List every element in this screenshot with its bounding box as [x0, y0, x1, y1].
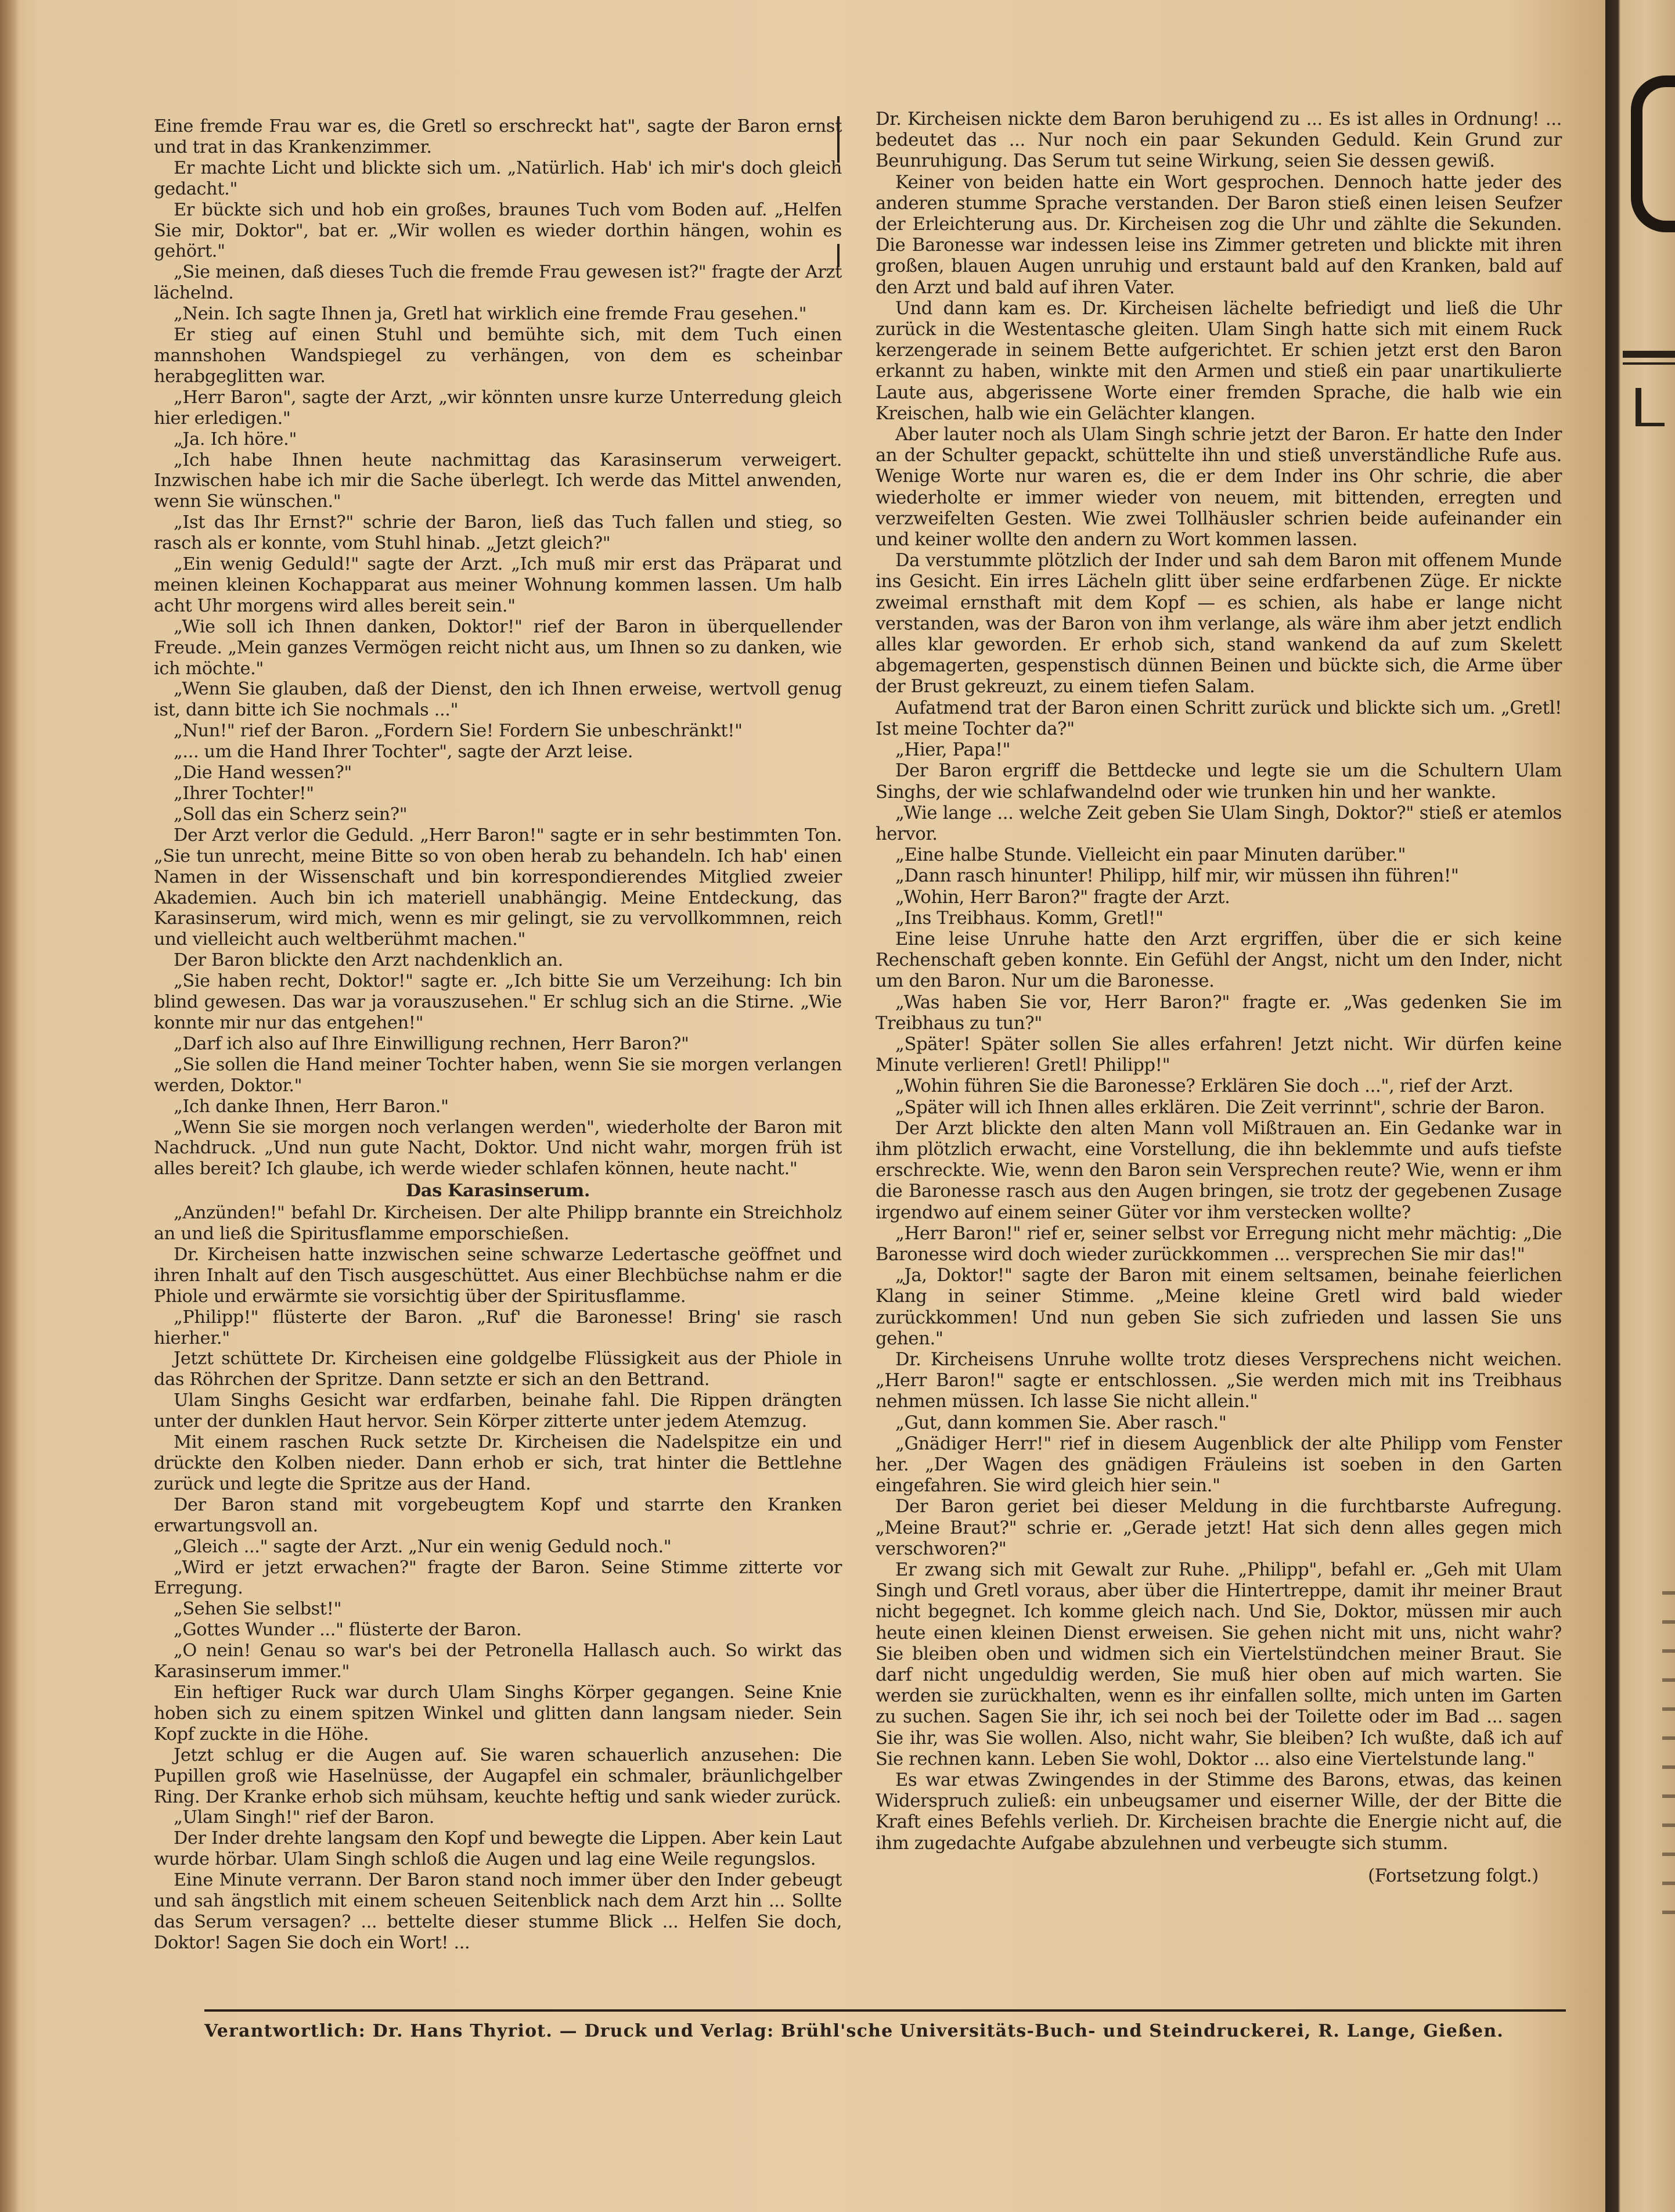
paragraph: „Herr Baron!" rief er, seiner selbst vor Erregung nicht mehr mächtig: „Die Baronesse wird doch wieder zurückkommen ... versprechen Sie mir das!" — [876, 1223, 1562, 1265]
text-fragment — [1662, 1765, 1675, 1769]
paragraph: Und dann kam es. Dr. Kircheisen lächelte befriedigt und ließ die Uhr zurück in die Westentasche gleiten. Ulam Singh hatte sich mit einem Ruck kerzengerade in seinem Bette aufgerichtet. Er schien jetzt erst den Baron erkannt zu haben, winkte mit den Armen und stieß ein paar unartikulierte Laute aus, abgerissene Worte einer fremden Sprache, die halb wie ein Kreischen, halb wie ein Gelächter klangen. — [876, 298, 1562, 424]
paragraph: Jetzt schlug er die Augen auf. Sie waren schauerlich anzusehen: Die Pupillen groß wie Haselnüsse, der Augapfel ein schmaler, bräunlichgelber Ring. Der Kranke erhob sich mühsam, keuchte heftig und sank wieder zurück. — [154, 1745, 842, 1807]
paragraph: Er zwang sich mit Gewalt zur Ruhe. „Philipp", befahl er. „Geh mit Ulam Singh und Gretl voraus, aber über die Hintertreppe, damit ihr meiner Braut nicht begegnet. Ich komme gleich nach. Und Sie, Doktor, müssen mir auch heute einen kleinen Dienst erweisen. Sie gehen nicht mit uns, nicht wahr? Sie bleiben oben und widmen sich ein Viertelstündchen meiner Braut. Sie darf nicht ungeduldig werden, Sie muß hier oben auf mich warten. Sie werden sie zurückhalten, wenn es ihr einfallen sollte, mich unten im Garten zu suchen. Sagen Sie ihr, ich sei noch bei der Toilette oder im Bad ... sagen Sie ihr, was Sie wollen. Also, nicht wahr, Sie bleiben? Ich wußte, daß ich auf Sie rechnen kann. Leben Sie wohl, Doktor ... also eine Viertelstunde lang." — [876, 1560, 1562, 1769]
paragraph: „Sehen Sie selbst!" — [174, 1599, 342, 1620]
paragraph: Dr. Kircheisens Unruhe wollte trotz dieses Versprechens nicht weichen. „Herr Baron!" sagte er entschlossen. „Sie werden mich mit ins Treibhaus nehmen müssen. Ich lasse Sie nicht allein." — [876, 1349, 1562, 1412]
continuation-note: (Fortsetzung folgt.) — [1368, 1865, 1539, 1886]
paragraph: „Wohin führen Sie die Baronesse? Erklären Sie doch ...", rief der Arzt. — [895, 1076, 1514, 1097]
text-fragment — [1662, 1823, 1675, 1827]
paragraph: Dr. Kircheisen hatte inzwischen seine schwarze Ledertasche geöffnet und ihren Inhalt auf den Tisch ausgeschüttet. Aus einer Blechbüchse nahm er die Phiole und erwärmte sie vorsichtig über der Spiritusflamme. — [154, 1244, 842, 1307]
paragraph: Da verstummte plötzlich der Inder und sah dem Baron mit offenem Munde ins Gesicht. Ein irres Lächeln glitt über seine erdfarbenen Züge. Er nickte zweimal ernsthaft mit dem Kopf — es schien, als habe er lange nicht verstanden, was der Baron von ihm verlange, als wäre ihm aber jetzt endlich alles klar geworden. Er erhob sich, stand wankend da auf zum Skelett abgemagerten, gespenstisch dünnen Beinen und bückte sich, die Arme über der Brust gekreuzt, zu einem tiefen Salam. — [876, 551, 1562, 697]
paragraph: „Sie haben recht, Doktor!" sagte er. „Ich bitte Sie um Verzeihung: Ich bin blind gewesen. Das war ja vorauszusehen." Er schlug sich an die Stirne. „Wie konnte mir nur das entgehen!" — [154, 971, 842, 1033]
paragraph: „Eine halbe Stunde. Vielleicht ein paar Minuten darüber." — [895, 845, 1406, 866]
paragraph: „Herr Baron", sagte der Arzt, „wir könnten unsre kurze Unterredung gleich hier erledigen." — [154, 387, 842, 429]
text-fragment — [1662, 1591, 1675, 1595]
paragraph: „Ich habe Ihnen heute nachmittag das Karasinserum verweigert. Inzwischen habe ich mir die Sache überlegt. Ich werde das Mittel anwenden, wenn Sie wünschen." — [154, 449, 842, 512]
paragraph: „Ein wenig Geduld!" sagte der Arzt. „Ich muß mir erst das Präparat und meinen kleinen Kochapparat aus meiner Wohnung kommen lassen. Um halb acht Uhr morgens wird alles bereit sein." — [154, 554, 842, 616]
heading-fragment — [1636, 388, 1665, 426]
text-fragment — [1662, 1678, 1675, 1682]
paragraph: Der Inder drehte langsam den Kopf und bewegte die Lippen. Aber kein Laut wurde hörbar. Ulam Singh schloß die Augen und lag eine Weile regungslos. — [154, 1828, 842, 1870]
left-column — [154, 116, 842, 1954]
paragraph: „Gleich ..." sagte der Arzt. „Nur ein wenig Geduld noch." — [174, 1536, 672, 1557]
text-fragment — [1662, 1794, 1675, 1798]
paragraph: „Soll das ein Scherz sein?" — [174, 804, 408, 825]
paragraph: Jetzt schüttete Dr. Kircheisen eine goldgelbe Flüssigkeit aus der Phiole in das Röhrchen der Spritze. Dann setzte er sich an den Bettrand. — [154, 1348, 842, 1390]
paragraph: „Nun!" rief der Baron. „Fordern Sie! Fordern Sie unbeschränkt!" — [174, 721, 743, 742]
paragraph: „Ihrer Tochter!" — [174, 783, 314, 804]
paragraph: Ulam Singhs Gesicht war erdfarben, beinahe fahl. Die Rippen drängten unter der dunklen Haut hervor. Sein Körper zitterte unter jedem Atemzug. — [154, 1390, 842, 1432]
paragraph: Aufatmend trat der Baron einen Schritt zurück und blickte sich um. „Gretl! Ist meine Tochter da?" — [876, 697, 1562, 739]
paragraph: „Wenn Sie glauben, daß der Dienst, den ich Ihnen erweise, wertvoll genug ist, dann bitte ich Sie nochmals ..." — [154, 679, 842, 721]
paragraph: Eine leise Unruhe hatte den Arzt ergriffen, über die er sich keine Rechenschaft geben konnte. Ein Gefühl der Angst, nicht um den Inder, nicht um den Baron. Nur um die Baronesse. — [876, 929, 1562, 992]
paragraph: „Ins Treibhaus. Komm, Gretl!" — [895, 908, 1164, 929]
masthead-fragment — [1631, 75, 1675, 232]
paragraph: „Anzünden!" befahl Dr. Kircheisen. Der alte Philipp brannte ein Streichholz an und ließ die Spiritusflamme emporschießen. — [154, 1203, 842, 1245]
paragraph: „Ich danke Ihnen, Herr Baron." — [174, 1096, 449, 1117]
paragraph: „Wohin, Herr Baron?" fragte der Arzt. — [895, 887, 1230, 908]
paragraph: Der Baron geriet bei dieser Meldung in die furchtbarste Aufregung. „Meine Braut?" schrie er. „Gerade jetzt! Hat sich denn alles gegen mich verschworen?" — [876, 1497, 1562, 1559]
paragraph: Der Baron ergriff die Bettdecke und legte sie um die Schultern Ulam Singhs, der wie schlafwandelnd oder wie trunken hin und her wankte. — [876, 761, 1562, 803]
paragraph: Dr. Kircheisen nickte dem Baron beruhigend zu ... Es ist alles in Ordnung! ... bedeutet das ... Nur noch ein paar Sekunden Geduld. Kein Grund zur Beunruhigung. Das Serum tut seine Wirkung, seien Sie dessen gewiß. — [876, 109, 1562, 172]
paragraph: „Sie sollen die Hand meiner Tochter haben, wenn Sie sie morgen verlangen werden, Doktor." — [154, 1054, 842, 1096]
page-edge — [0, 0, 20, 2212]
paragraph: „Philipp!" flüsterte der Baron. „Ruf' die Baronesse! Bring' sie rasch hierher." — [154, 1307, 842, 1348]
paragraph: Ein heftiger Ruck war durch Ulam Singhs Körper gegangen. Seine Knie hoben sich zu einem spitzen Winkel und glitten dann langsam nieder. Sein Kopf zuckte in die Höhe. — [154, 1682, 842, 1745]
footer-rule — [204, 2009, 1566, 2012]
paragraph: Es war etwas Zwingendes in der Stimme des Barons, etwas, das keinen Widerspruch zuließ: ein unbeugsamer und eiserner Wille, der der Bitte die Kraft eines Befehls verlieh. Dr. Kircheisen brachte die Energie nicht auf, die ihm zugedachte Aufgabe abzulehnen und verbeugte sich stumm. — [876, 1770, 1562, 1854]
paragraph: „Wenn Sie sie morgen noch verlangen werden", wiederholte der Baron mit Nachdruck. „Und nun gute Nacht, Doktor. Und nicht wahr, morgen früh ist alles bereit? Ich glaube, ich werde wieder schlafen können, heute nacht." — [154, 1117, 842, 1179]
paragraph: Er bückte sich und hob ein großes, braunes Tuch vom Boden auf. „Helfen Sie mir, Doktor", bat er. „Wir wollen es wieder dorthin hängen, wohin es gehört." — [154, 199, 842, 262]
paragraph: Der Baron blickte den Arzt nachdenklich an. — [174, 950, 563, 971]
text-fragment — [1662, 1707, 1675, 1711]
paragraph: „Wird er jetzt erwachen?" fragte der Baron. Seine Stimme zitterte vor Erregung. — [154, 1557, 842, 1599]
paragraph: Der Arzt verlor die Geduld. „Herr Baron!" sagte er in sehr bestimmten Ton. „Sie tun unrecht, meine Bitte so von oben herab zu behandeln. Ich hab' einen Namen in der Wissenschaft und bin korrespondierendes Mitglied zweier Akademien. Auch bin ich materiell unabhängig. Meine Entdeckung, das Karasinserum, wird mich, wenn es mir gelingt, sie zu vervollkommnen, reich und vielleicht auch weltberühmt machen." — [154, 825, 842, 950]
paragraph: „Wie lange ... welche Zeit geben Sie Ulam Singh, Doktor?" stieß er atemlos hervor. — [876, 803, 1562, 844]
paragraph: „Später will ich Ihnen alles erklären. Die Zeit verrinnt", schrie der Baron. — [895, 1097, 1545, 1118]
imprint-footer: Verantwortlich: Dr. Hans Thyriot. — Druck und Verlag: Brühl'sche Universitäts-Buch- und Steindruckerei, R. Lange, Gießen. — [204, 2021, 1504, 2041]
paragraph: „Sie meinen, daß dieses Tuch die fremde Frau gewesen ist?" fragte der Arzt lächelnd. — [154, 262, 842, 304]
paragraph: „Dann rasch hinunter! Philipp, hilf mir, wir müssen ihn führen!" — [895, 866, 1459, 887]
paragraph: „Die Hand wessen?" — [174, 762, 352, 783]
paragraph: Keiner von beiden hatte ein Wort gesprochen. Dennoch hatte jeder des anderen stumme Sprache verstanden. Der Baron stieß einen leisen Seufzer der Erleichterung aus. Dr. Kircheisen zog die Uhr und zählte die Sekunden. Die Baronesse war indessen leise ins Zimmer getreten und blickte mit ihren großen, blauen Augen unruhig und erstaunt bald auf den Kranken, bald auf den Arzt und bald auf ihren Vater. — [876, 172, 1562, 298]
paragraph: Aber lauter noch als Ulam Singh schrie jetzt der Baron. Er hatte den Inder an der Schulter gepackt, schüttelte ihn und stieß unverständliche Rufe aus. Wenige Worte nur waren es, die er dem Inder ins Ohr schrie, die aber wiederholte er immer wieder von neuem, mit bittenden, erregten und verzweifelten Gesten. Wie zwei Tollhäusler schrien beide aufeinander ein und keiner wollte den andern zu Wort kommen lassen. — [876, 425, 1562, 551]
paragraph: Eine fremde Frau war es, die Gretl so erschreckt hat", sagte der Baron ernst und trat in das Krankenzimmer. — [154, 116, 842, 157]
paragraph: Er stieg auf einen Stuhl und bemühte sich, mit dem Tuch einen mannshohen Wandspiegel zu verhängen, von dem es scheinbar herabgeglitten war. — [154, 325, 842, 387]
paragraph: „Darf ich also auf Ihre Einwilligung rechnen, Herr Baron?" — [174, 1033, 689, 1054]
paragraph: „Nein. Ich sagte Ihnen ja, Gretl hat wirklich eine fremde Frau gesehen." — [174, 304, 807, 325]
paragraph: Er machte Licht und blickte sich um. „Natürlich. Hab' ich mir's doch gleich gedacht." — [154, 157, 842, 199]
paragraph: „Später! Später sollen Sie alles erfahren! Jetzt nicht. Wir dürfen keine Minute verlieren! Gretl! Philipp!" — [876, 1034, 1562, 1076]
paragraph: „Ja. Ich höre." — [174, 429, 297, 449]
paragraph: Der Baron stand mit vorgebeugtem Kopf und starrte den Kranken erwartungsvoll an. — [154, 1494, 842, 1536]
text-fragment — [1662, 1911, 1675, 1914]
paragraph: „Gottes Wunder ..." flüsterte der Baron. — [174, 1620, 522, 1641]
paragraph: „Ja, Doktor!" sagte der Baron mit einem seltsamen, beinahe feierlichen Klang in seiner Stimme. „Meine kleine Gretl wird bald wieder zurückkommen! Und nun geben Sie sich zufrieden und lassen Sie uns gehen." — [876, 1265, 1562, 1349]
paragraph: „Ist das Ihr Ernst?" schrie der Baron, ließ das Tuch fallen und stieg, so rasch als er konnte, vom Stuhl hinab. „Jetzt gleich?" — [154, 512, 842, 554]
text-fragment — [1662, 1620, 1675, 1624]
paragraph: „Was haben Sie vor, Herr Baron?" fragte er. „Was gedenken Sie im Treibhaus zu tun?" — [876, 992, 1562, 1034]
paragraph: „Hier, Papa!" — [895, 740, 1011, 761]
text-fragment — [1662, 1649, 1675, 1653]
masthead-rule — [1623, 351, 1675, 358]
paragraph: „Ulam Singh!" rief der Baron. — [174, 1807, 435, 1828]
text-fragment — [1662, 1882, 1675, 1885]
paragraph: „Wie soll ich Ihnen danken, Doktor!" rief der Baron in überquellender Freude. „Mein ganzes Vermögen reicht nicht aus, um Ihnen so zu danken, wie ich möchte." — [154, 616, 842, 679]
paragraph: Eine Minute verrann. Der Baron stand noch immer über den Inder gebeugt und sah ängstlich mit einem scheuen Seitenblick nach dem Arzt hin ... Sollte das Serum versagen? ... bettelte dieser stumme Blick ... Helfen Sie doch, Doktor! Sagen Sie doch ein Wort! ... — [154, 1870, 842, 1953]
text-fragment — [1662, 1853, 1675, 1856]
paragraph: „... um die Hand Ihrer Tochter", sagte der Arzt leise. — [174, 742, 633, 762]
masthead-rule — [1623, 362, 1675, 365]
adjacent-page-edge — [1605, 0, 1675, 2212]
paragraph: Der Arzt blickte den alten Mann voll Mißtrauen an. Ein Gedanke war in ihm plötzlich erwacht, eine Vorstellung, die ihn beklemmte und aufs tiefste erschreckte. Wie, wenn den Baron sein Versprechen reute? Wie, wenn er ihm die Baronesse rasch aus den Augen bringen, sie trotz der gegebenen Zusage irgendwo auf einem seiner Güter vor ihm verstecken wollte? — [876, 1118, 1562, 1223]
paragraph: Mit einem raschen Ruck setzte Dr. Kircheisen die Nadelspitze ein und drückte den Kolben nieder. Dann erhob er sich, trat hinter die Bettlehne zurück und legte die Spritze aus der Hand. — [154, 1432, 842, 1494]
paragraph: „Gut, dann kommen Sie. Aber rasch." — [895, 1412, 1227, 1433]
paragraph: „Gnädiger Herr!" rief in diesem Augenblick der alte Philipp vom Fenster her. „Der Wagen des gnädigen Fräuleins ist soeben in den Garten eingefahren. Sie wird gleich hier sein." — [876, 1433, 1562, 1497]
right-column — [876, 109, 1562, 1887]
section-heading: Das Karasinserum. — [405, 1181, 590, 1202]
paragraph: „O nein! Genau so war's bei der Petronella Hallasch auch. So wirkt das Karasinserum immer." — [154, 1641, 842, 1682]
text-fragment — [1662, 1736, 1675, 1740]
